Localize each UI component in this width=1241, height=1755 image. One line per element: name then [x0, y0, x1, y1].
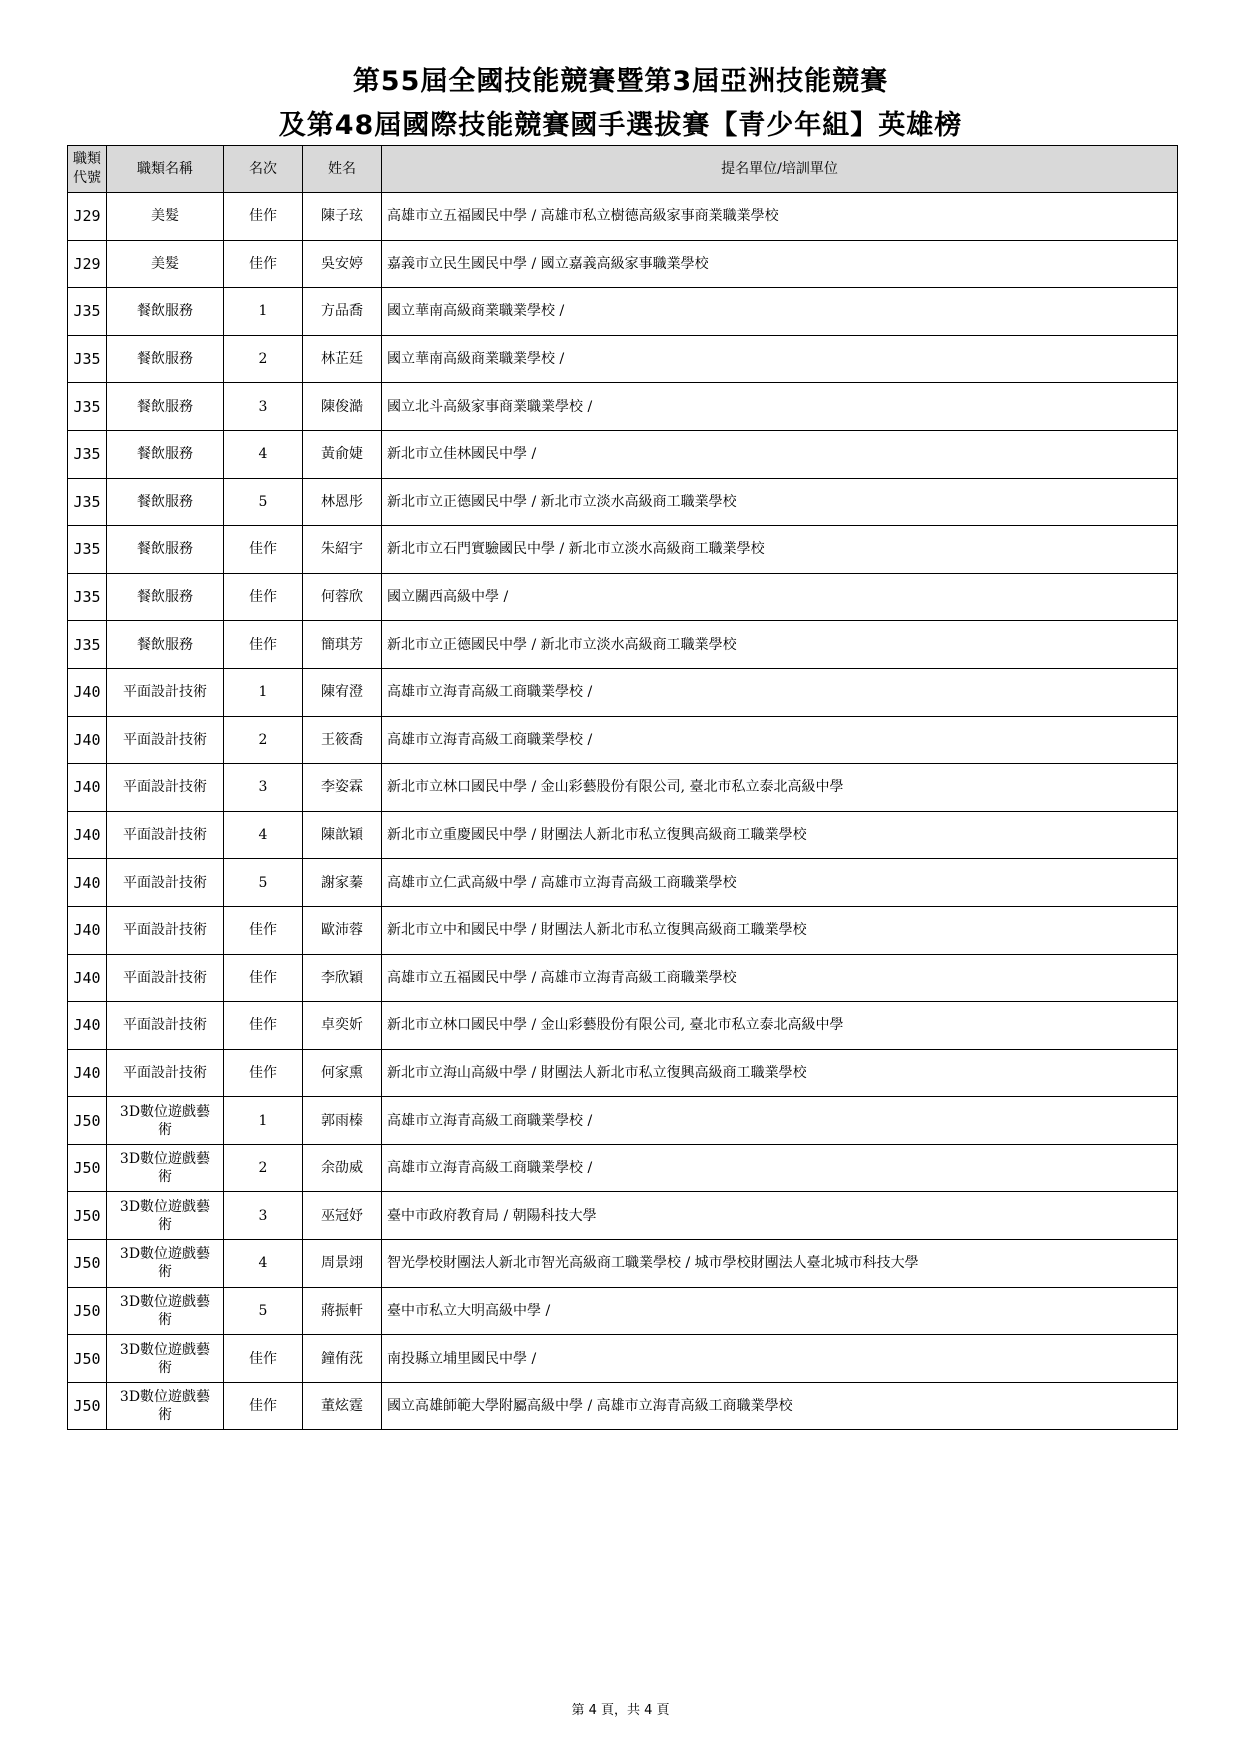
cell-trade-code: J50 — [68, 1144, 107, 1192]
cell-rank: 佳作 — [224, 1335, 303, 1383]
cell-unit: 高雄市立五福國民中學 / 高雄市私立樹德高級家事商業職業學校 — [382, 193, 1178, 241]
document-title-line-1: 第55屆全國技能競賽暨第3屆亞洲技能競賽 — [352, 66, 889, 97]
cell-trade-code: J50 — [68, 1192, 107, 1240]
cell-trade-code: J40 — [68, 716, 107, 764]
cell-trade-name: 3D數位遊戲藝 術 — [107, 1192, 224, 1240]
table-row — [68, 906, 1178, 954]
table-row — [68, 1144, 1178, 1192]
cell-trade-code: J40 — [68, 1049, 107, 1097]
cell-rank: 3 — [224, 764, 303, 812]
table-row — [68, 764, 1178, 812]
cell-unit: 國立華南高級商業職業學校 / — [382, 335, 1178, 383]
table-row — [68, 383, 1178, 431]
cell-trade-code: J35 — [68, 383, 107, 431]
cell-rank: 佳作 — [224, 1049, 303, 1097]
cell-person-name: 林恩彤 — [303, 478, 382, 526]
cell-rank: 2 — [224, 1144, 303, 1192]
cell-unit: 新北市立正德國民中學 / 新北市立淡水高級商工職業學校 — [382, 621, 1178, 669]
table-row — [68, 1049, 1178, 1097]
table-row — [68, 668, 1178, 716]
cell-trade-name: 平面設計技術 — [107, 859, 224, 907]
cell-rank: 佳作 — [224, 573, 303, 621]
cell-trade-code: J35 — [68, 335, 107, 383]
cell-person-name: 鐘侑莐 — [303, 1335, 382, 1383]
cell-person-name: 陳歆穎 — [303, 811, 382, 859]
cell-rank: 佳作 — [224, 193, 303, 241]
cell-trade-name: 美髮 — [107, 193, 224, 241]
cell-trade-name: 3D數位遊戲藝 術 — [107, 1287, 224, 1335]
cell-person-name: 朱紹宇 — [303, 526, 382, 574]
cell-person-name: 何蓉欣 — [303, 573, 382, 621]
cell-trade-name: 餐飲服務 — [107, 526, 224, 574]
cell-trade-name: 平面設計技術 — [107, 1049, 224, 1097]
cell-trade-code: J40 — [68, 954, 107, 1002]
cell-trade-name: 3D數位遊戲藝 術 — [107, 1144, 224, 1192]
cell-unit: 國立華南高級商業職業學校 / — [382, 288, 1178, 336]
cell-trade-name: 美髮 — [107, 240, 224, 288]
header-name: 姓名 — [303, 146, 382, 193]
cell-rank: 5 — [224, 1287, 303, 1335]
cell-trade-code: J35 — [68, 288, 107, 336]
cell-person-name: 吳安婷 — [303, 240, 382, 288]
cell-person-name: 周景翊 — [303, 1240, 382, 1288]
cell-person-name: 蔣振軒 — [303, 1287, 382, 1335]
cell-person-name: 謝家蓁 — [303, 859, 382, 907]
table-row — [68, 240, 1178, 288]
cell-rank: 佳作 — [224, 954, 303, 1002]
cell-unit: 高雄市立五福國民中學 / 高雄市立海青高級工商職業學校 — [382, 954, 1178, 1002]
cell-person-name: 李姿霖 — [303, 764, 382, 812]
cell-trade-name: 餐飲服務 — [107, 383, 224, 431]
cell-trade-code: J40 — [68, 859, 107, 907]
cell-trade-code: J35 — [68, 430, 107, 478]
cell-unit: 嘉義市立民生國民中學 / 國立嘉義高級家事職業學校 — [382, 240, 1178, 288]
cell-unit: 臺中市政府教育局 / 朝陽科技大學 — [382, 1192, 1178, 1240]
cell-rank: 3 — [224, 383, 303, 431]
table-row — [68, 430, 1178, 478]
cell-person-name: 何家熏 — [303, 1049, 382, 1097]
cell-unit: 新北市立林口國民中學 / 金山彩藝股份有限公司, 臺北市私立泰北高級中學 — [382, 764, 1178, 812]
cell-trade-name: 平面設計技術 — [107, 716, 224, 764]
page-footer: 第 4 頁，共 4 頁 — [571, 1703, 670, 1718]
cell-rank: 1 — [224, 1097, 303, 1145]
cell-rank: 佳作 — [224, 1002, 303, 1050]
table-row — [68, 573, 1178, 621]
cell-trade-code: J35 — [68, 573, 107, 621]
cell-person-name: 簡琪芳 — [303, 621, 382, 669]
cell-trade-code: J29 — [68, 193, 107, 241]
cell-rank: 2 — [224, 335, 303, 383]
cell-person-name: 陳俊澔 — [303, 383, 382, 431]
cell-trade-name: 餐飲服務 — [107, 621, 224, 669]
cell-trade-name: 平面設計技術 — [107, 906, 224, 954]
cell-trade-name: 餐飲服務 — [107, 288, 224, 336]
table-row — [68, 621, 1178, 669]
table-row — [68, 1335, 1178, 1383]
cell-person-name: 林芷廷 — [303, 335, 382, 383]
header-unit: 提名單位/培訓單位 — [382, 146, 1178, 193]
cell-unit: 高雄市立海青高級工商職業學校 / — [382, 716, 1178, 764]
table-row — [68, 1002, 1178, 1050]
document-title-line-2: 及第48屆國際技能競賽國手選拔賽【青少年組】英雄榜 — [278, 110, 963, 141]
cell-trade-name: 平面設計技術 — [107, 954, 224, 1002]
cell-trade-code: J40 — [68, 668, 107, 716]
cell-unit: 臺中市私立大明高級中學 / — [382, 1287, 1178, 1335]
table-row — [68, 859, 1178, 907]
table-row — [68, 526, 1178, 574]
cell-trade-name: 平面設計技術 — [107, 1002, 224, 1050]
cell-person-name: 歐沛蓉 — [303, 906, 382, 954]
cell-unit: 新北市立中和國民中學 / 財團法人新北市私立復興高級商工職業學校 — [382, 906, 1178, 954]
cell-unit: 高雄市立仁武高級中學 / 高雄市立海青高級工商職業學校 — [382, 859, 1178, 907]
cell-rank: 2 — [224, 716, 303, 764]
table-row — [68, 335, 1178, 383]
cell-unit: 南投縣立埔里國民中學 / — [382, 1335, 1178, 1383]
cell-person-name: 陳子玹 — [303, 193, 382, 241]
table-row — [68, 1097, 1178, 1145]
cell-trade-name: 餐飲服務 — [107, 478, 224, 526]
cell-rank: 佳作 — [224, 240, 303, 288]
cell-person-name: 卓奕妡 — [303, 1002, 382, 1050]
cell-rank: 4 — [224, 430, 303, 478]
cell-trade-code: J50 — [68, 1335, 107, 1383]
cell-person-name: 董炫霆 — [303, 1382, 382, 1430]
cell-trade-code: J50 — [68, 1287, 107, 1335]
cell-unit: 新北市立重慶國民中學 / 財團法人新北市私立復興高級商工職業學校 — [382, 811, 1178, 859]
table-row — [68, 288, 1178, 336]
table-row — [68, 1240, 1178, 1288]
roster-body — [68, 193, 1178, 1430]
cell-unit: 新北市立正德國民中學 / 新北市立淡水高級商工職業學校 — [382, 478, 1178, 526]
cell-rank: 4 — [224, 811, 303, 859]
table-row — [68, 193, 1178, 241]
cell-trade-code: J29 — [68, 240, 107, 288]
cell-unit: 國立北斗高級家事商業職業學校 / — [382, 383, 1178, 431]
table-header-row — [68, 146, 1178, 193]
cell-trade-code: J50 — [68, 1382, 107, 1430]
cell-trade-name: 餐飲服務 — [107, 430, 224, 478]
roster-table — [67, 145, 1178, 1430]
cell-person-name: 李欣穎 — [303, 954, 382, 1002]
cell-trade-name: 餐飲服務 — [107, 573, 224, 621]
cell-person-name: 黃俞婕 — [303, 430, 382, 478]
table-row — [68, 954, 1178, 1002]
cell-rank: 佳作 — [224, 621, 303, 669]
cell-rank: 4 — [224, 1240, 303, 1288]
cell-unit: 國立高雄師範大學附屬高級中學 / 高雄市立海青高級工商職業學校 — [382, 1382, 1178, 1430]
cell-trade-name: 3D數位遊戲藝 術 — [107, 1382, 224, 1430]
cell-trade-code: J40 — [68, 906, 107, 954]
cell-trade-name: 3D數位遊戲藝 術 — [107, 1240, 224, 1288]
table-row — [68, 811, 1178, 859]
cell-trade-code: J35 — [68, 621, 107, 669]
cell-trade-code: J40 — [68, 764, 107, 812]
cell-rank: 5 — [224, 859, 303, 907]
cell-unit: 國立關西高級中學 / — [382, 573, 1178, 621]
cell-trade-code: J40 — [68, 811, 107, 859]
cell-person-name: 陳宥澄 — [303, 668, 382, 716]
cell-person-name: 王筱喬 — [303, 716, 382, 764]
cell-trade-name: 3D數位遊戲藝 術 — [107, 1335, 224, 1383]
table-row — [68, 478, 1178, 526]
cell-trade-name: 餐飲服務 — [107, 335, 224, 383]
cell-trade-name: 平面設計技術 — [107, 764, 224, 812]
cell-rank: 5 — [224, 478, 303, 526]
cell-trade-name: 平面設計技術 — [107, 811, 224, 859]
cell-unit: 新北市立石門實驗國民中學 / 新北市立淡水高級商工職業學校 — [382, 526, 1178, 574]
cell-person-name: 方品喬 — [303, 288, 382, 336]
cell-unit: 新北市立林口國民中學 / 金山彩藝股份有限公司, 臺北市私立泰北高級中學 — [382, 1002, 1178, 1050]
header-rank: 名次 — [224, 146, 303, 193]
cell-unit: 智光學校財團法人新北市智光高級商工職業學校 / 城市學校財團法人臺北城市科技大學 — [382, 1240, 1178, 1288]
header-code: 職類 代號 — [68, 146, 107, 193]
header-trade: 職類名稱 — [107, 146, 224, 193]
cell-trade-code: J50 — [68, 1240, 107, 1288]
cell-unit: 新北市立海山高級中學 / 財團法人新北市私立復興高級商工職業學校 — [382, 1049, 1178, 1097]
table-row — [68, 1287, 1178, 1335]
cell-person-name: 郭雨榛 — [303, 1097, 382, 1145]
table-row — [68, 1382, 1178, 1430]
cell-unit: 高雄市立海青高級工商職業學校 / — [382, 1097, 1178, 1145]
cell-person-name: 巫冠妤 — [303, 1192, 382, 1240]
table-row — [68, 716, 1178, 764]
cell-unit: 高雄市立海青高級工商職業學校 / — [382, 1144, 1178, 1192]
table-row — [68, 1192, 1178, 1240]
cell-rank: 1 — [224, 288, 303, 336]
cell-unit: 高雄市立海青高級工商職業學校 / — [382, 668, 1178, 716]
cell-rank: 1 — [224, 668, 303, 716]
cell-rank: 3 — [224, 1192, 303, 1240]
cell-unit: 新北市立佳林國民中學 / — [382, 430, 1178, 478]
cell-trade-name: 3D數位遊戲藝 術 — [107, 1097, 224, 1145]
cell-trade-code: J40 — [68, 1002, 107, 1050]
cell-rank: 佳作 — [224, 526, 303, 574]
cell-trade-code: J35 — [68, 478, 107, 526]
cell-rank: 佳作 — [224, 1382, 303, 1430]
cell-trade-code: J35 — [68, 526, 107, 574]
cell-person-name: 余劭威 — [303, 1144, 382, 1192]
cell-trade-code: J50 — [68, 1097, 107, 1145]
cell-trade-name: 平面設計技術 — [107, 668, 224, 716]
cell-rank: 佳作 — [224, 906, 303, 954]
